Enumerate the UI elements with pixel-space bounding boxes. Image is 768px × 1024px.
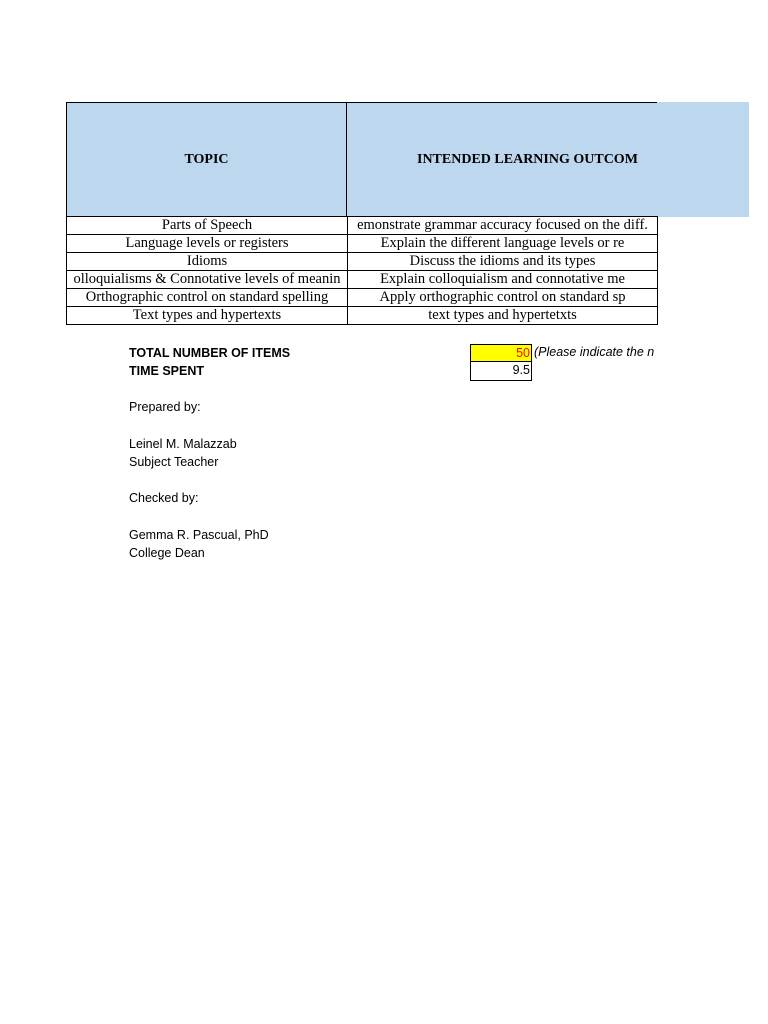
ilo-cell: emonstrate grammar accuracy focused on the diff. [347, 216, 658, 235]
topic-cell: Parts of Speech [66, 216, 347, 235]
ilo-cell: text types and hypertetxts [347, 307, 658, 325]
total-items-note: (Please indicate the n [534, 345, 655, 359]
time-spent-value[interactable]: 9.5 [470, 362, 532, 381]
table-row [66, 235, 658, 253]
checker-name: Gemma R. Pascual, PhD [129, 528, 269, 542]
topic-cell: olloquialisms & Connotative levels of meanin [66, 271, 347, 289]
checked-by-label: Checked by: [129, 491, 199, 505]
time-spent-label: TIME SPENT [129, 364, 205, 378]
checker-title: College Dean [129, 546, 205, 560]
table-row [66, 289, 658, 307]
ilo-cell: Explain colloquialism and connotative me [347, 271, 658, 289]
table-row [66, 216, 658, 235]
topic-cell: Idioms [66, 253, 347, 271]
preparer-title: Subject Teacher [129, 455, 219, 469]
table-row [66, 307, 658, 325]
header-topic: TOPIC [66, 102, 347, 217]
total-items-value[interactable]: 50 [470, 344, 532, 362]
topic-cell: Orthographic control on standard spelling [66, 289, 347, 307]
prepared-by-label: Prepared by: [129, 400, 201, 414]
ilo-cell: Discuss the idioms and its types [347, 253, 658, 271]
table-row [66, 253, 658, 271]
total-items-label: TOTAL NUMBER OF ITEMS [129, 346, 291, 360]
ilo-cell: Explain the different language levels or re [347, 235, 658, 253]
topic-cell: Language levels or registers [66, 235, 347, 253]
table-row [66, 271, 658, 289]
topics-table-body [66, 216, 658, 325]
header-intended-learning-outcomes: INTENDED LEARNING OUTCOM [346, 102, 657, 217]
header-fill-extension [657, 102, 749, 217]
preparer-name: Leinel M. Malazzab [129, 437, 237, 451]
topic-cell: Text types and hypertexts [66, 307, 347, 325]
ilo-cell: Apply orthographic control on standard sp [347, 289, 658, 307]
